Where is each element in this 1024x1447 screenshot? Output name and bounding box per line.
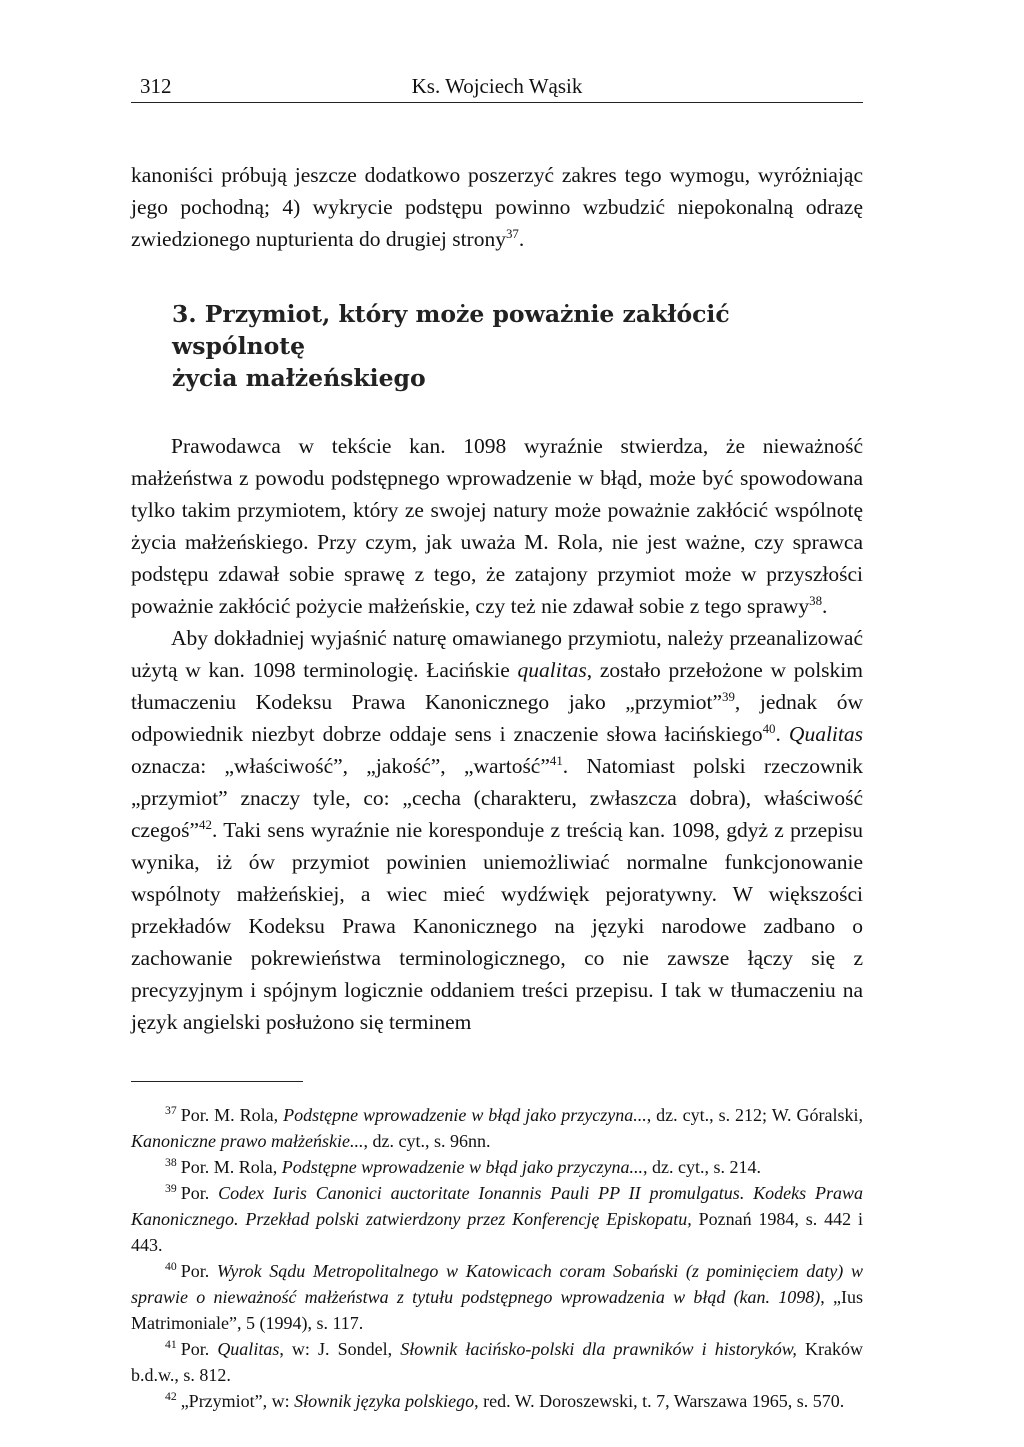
footnote-title: Podstępne wprowadzenie w błąd jako przyczyna...	[281, 1157, 643, 1177]
section-heading-line-2: życia małżeńskiego	[172, 364, 426, 392]
p3-s1: Aby dokładniej wyjaśnić naturę omawianego przymiotu, należy przeanalizować użytą w kan. 1098 terminologię. Łacińskie	[131, 626, 863, 682]
paragraph-2-end: .	[822, 594, 828, 618]
footnote-title: Słownik łacińsko-polski dla prawników i historyków,	[400, 1339, 797, 1359]
footnote-title: Codex Iuris Canonici auctoritate Ionannis Pauli PP II promulgatus. Kodeks Prawa Kanonicznego. Przekład polski zatwierdzony przez Konferencję Episkopatu,	[131, 1183, 864, 1229]
p3-s3: , jednak ów odpowiednik niezbyt dobrze oddaje sens i znaczenie słowa łacińskiego	[131, 690, 863, 746]
footnote-number: 38	[165, 1156, 177, 1169]
section-heading	[172, 298, 863, 394]
intro-paragraph	[131, 159, 863, 255]
footnote-title: Kanoniczne prawo małżeńskie...	[131, 1131, 364, 1151]
p3-s2: , zostało przełożone w polskim tłumaczeniu Kodeksu Prawa Kanonicznego jako „przymiot”	[131, 658, 863, 714]
p3-s7: . Taki sens wyraźnie nie koresponduje z treścią kan. 1098, gdyż z przepisu wynika, iż ów przymiot powinien uniemożliwiać normalne funkcjonowanie wspólnoty małżeńskiej, a wiec mieć wydźwięk pejoratywny. W większości przekładów Kodeksu Prawa Kanonicznego na języki narodowe zadbano o zachowanie pokrewieństwa terminologicznego, co nie zawsze łączy się z precyzyjnym i spójnym logicznie oddaniem treści przepisu. I tak w tłumaczeniu na język angielski posłużono się terminem	[131, 818, 863, 1034]
footnote-separator	[131, 1081, 303, 1082]
footnote-39	[131, 1180, 863, 1258]
footnote-ref-42[interactable]: 42	[199, 817, 212, 832]
footnote-title: Qualitas	[217, 1339, 280, 1359]
footnote-number: 37	[165, 1104, 177, 1117]
running-header	[131, 66, 863, 103]
footnote-ref-41[interactable]: 41	[549, 753, 563, 768]
footnote-42	[131, 1388, 863, 1414]
footnote-number: 40	[165, 1260, 177, 1273]
paragraph-2-text: Prawodawca w tekście kan. 1098 wyraźnie stwierdza, że nieważność małżeństwa z powodu podstępnego wprowadzenie w błąd, może być spowodowana tylko takim przymiotem, który ze swojej natury może poważnie zakłócić wspólnotę życia małżeńskiego. Przy czym, jak uważa M. Rola, nie jest ważne, czy sprawca podstępu zdawał sobie sprawę z tego, że zatajony przymiot może w przyszłości poważnie zakłócić pożycie małżeńskie, czy też nie zdawał sobie z tego sprawy	[131, 434, 863, 618]
footnote-text: , dz. cyt., s. 212; W. Góralski,	[646, 1105, 863, 1125]
footnote-text: , red. W. Doroszewski, t. 7, Warszawa 1965, s. 570.	[474, 1391, 845, 1411]
p3-s5: oznacza: „właściwość”, „jakość”, „wartość”	[131, 754, 550, 778]
footnote-text: Por.	[180, 1339, 218, 1359]
section-heading-line-1: 3. Przymiot, który może poważnie zakłócić wspólnotę	[172, 300, 730, 360]
footnote-ref-39[interactable]: 39	[722, 689, 735, 704]
footnotes	[131, 1102, 863, 1414]
footnote-text: Por. M. Rola,	[180, 1157, 282, 1177]
footnote-38	[131, 1154, 863, 1180]
p3-s6: . Natomiast polski rzeczownik „przymiot” znaczy tyle, co: „cecha (charakteru, zwłaszcza dobra), właściwość czegoś”	[131, 754, 863, 842]
footnote-number: 41	[165, 1338, 177, 1351]
footnote-ref-38[interactable]: 38	[809, 593, 823, 608]
footnote-40	[131, 1258, 863, 1336]
footnote-text: , dz. cyt., s. 214.	[643, 1157, 761, 1177]
footnote-number: 39	[165, 1182, 177, 1195]
footnote-text: Por. M. Rola,	[180, 1105, 284, 1125]
paragraph-3	[131, 622, 863, 1038]
footnote-title: Podstępne wprowadzenie w błąd jako przyczyna...	[283, 1105, 647, 1125]
footnote-37	[131, 1102, 863, 1154]
footnote-text: Poznań 1984, s. 442 i 443.	[131, 1209, 863, 1255]
intro-text: kanoniści próbują jeszcze dodatkowo poszerzyć zakres tego wymogu, wyróżniając jego pochodną; 4) wykrycie podstępu powinno wzbudzić niepokonalną odrazę zwiedzionego nupturienta do drugiej strony	[131, 163, 863, 251]
footnote-title: Słownik języka polskiego	[294, 1391, 475, 1411]
running-title: Ks. Wojciech Wąsik	[411, 74, 583, 98]
footnote-ref-40[interactable]: 40	[762, 721, 776, 736]
footnote-text: Por.	[180, 1261, 217, 1281]
intro-end: .	[518, 227, 525, 251]
footnote-text: Por.	[180, 1183, 219, 1203]
footnote-number: 42	[165, 1390, 177, 1403]
footnote-41	[131, 1336, 863, 1388]
paragraph-2	[131, 430, 863, 622]
footnote-text: , dz. cyt., s. 96nn.	[363, 1131, 491, 1151]
footnote-text: , „Ius Matrimoniale”, 5 (1994), s. 117.	[131, 1287, 863, 1333]
footnote-ref-37[interactable]: 37	[505, 226, 519, 241]
document-page	[131, 66, 863, 1414]
p3-qualitas: qualitas	[517, 658, 587, 682]
footnote-text: , w: J. Sondel,	[279, 1339, 401, 1359]
footnote-text: „Przymiot”, w:	[180, 1391, 295, 1411]
footnote-text: Kraków b.d.w., s. 812.	[131, 1339, 863, 1385]
footnote-title: Wyrok Sądu Metropolitalnego w Katowicach coram Sobański (z pominięciem daty) w sprawie o nieważność małżeństwa z tytułu podstępnego wprowadzenia w błąd (kan. 1098)	[131, 1261, 863, 1307]
page-number: 312	[140, 74, 172, 98]
p3-qualitas-2: Qualitas	[788, 722, 863, 746]
p3-s4: .	[775, 722, 789, 746]
